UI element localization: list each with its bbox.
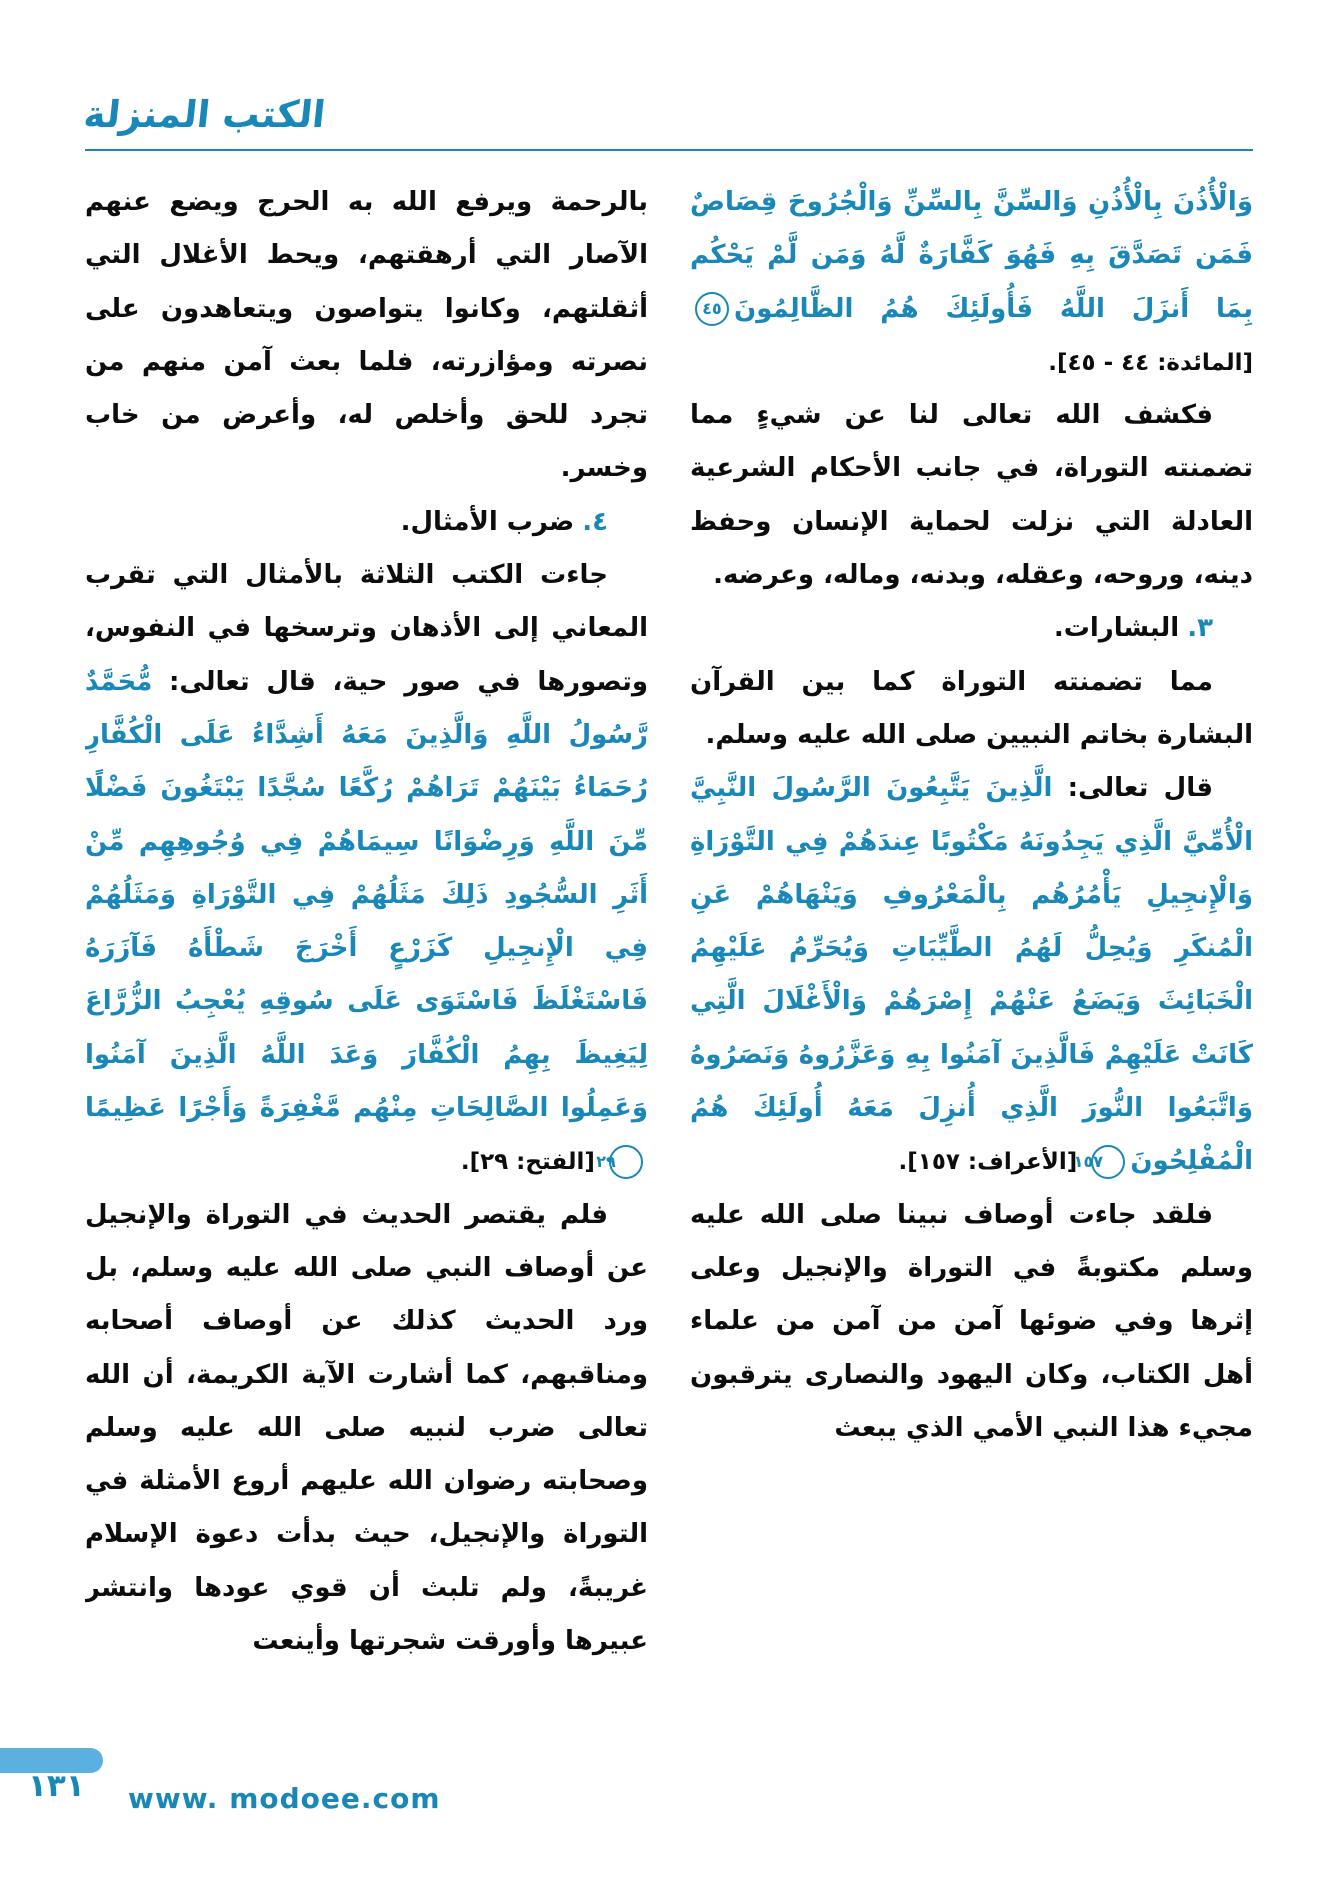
header-divider-line	[85, 149, 1253, 151]
book-title-calligraphy: الكتب المنزلة	[81, 93, 328, 136]
body-paragraph: مما تضمنته التوراة كما بين القرآن البشارة بخاتم النبيين صلى الله عليه وسلم.	[690, 666, 1253, 750]
body-paragraph: فلقد جاءت أوصاف نبينا صلى الله عليه وسلم مكتوبةً في التوراة والإنجيل وعلى إثرها وفي ضوئها آمن من آمن من علماء أهل الكتاب، وكان اليهود والنصارى يترقبون مجيء هذا النبي الأمي الذي يبعث	[690, 1199, 1253, 1443]
verse-intro: جاءت الكتب الثلاثة بالأمثال التي تقرب المعاني إلى الأذهان وترسخها في النفوس، وتصورها في صور حية، قال تعالى:	[85, 560, 648, 697]
verse-intro: قال تعالى:	[1067, 773, 1213, 804]
page-body	[85, 176, 1253, 1724]
page-number: ١٣١	[28, 1768, 85, 1804]
section-number: ٤.	[582, 506, 608, 537]
section-number: ٣.	[1187, 613, 1213, 644]
quran-text: الَّذِينَ يَتَّبِعُونَ الرَّسُولَ النَّبِيَّ الْأُمِّيَّ الَّذِي يَجِدُونَهُ مَكْتُوبًا عِندَهُمْ فِي التَّوْرَاةِ وَالْإِنجِيلِ يَأْمُرُهُم بِالْمَعْرُوفِ وَيَنْهَاهُمْ عَنِ الْمُنكَرِ وَيُحِلُّ لَهُمُ الطَّيِّبَاتِ وَيُحَرِّمُ عَلَيْهِمُ الْخَبَائِثَ وَيَضَعُ عَنْهُمْ إِصْرَهُمْ وَالْأَغْلَالَ الَّتِي كَانَتْ عَلَيْهِمْ فَالَّذِينَ آمَنُوا بِهِ وَعَزَّرُوهُ وَنَصَرُوهُ وَاتَّبَعُوا النُّورَ الَّذِي أُنزِلَ مَعَهُ أُولَئِكَ هُمُ الْمُفْلِحُونَ	[690, 773, 1253, 1177]
column-left	[85, 176, 648, 1724]
ayah-end-marker: ١٥٧	[1091, 1145, 1125, 1179]
quran-verse-block	[690, 762, 1253, 1188]
body-paragraph: بالرحمة ويرفع الله به الحرج ويضع عنهم الآصار التي أرهقتهم، ويحط الأغلال التي أثقلتهم، وكانوا يتواصون ويتعاهدون على نصرته ومؤازرته، فلما بعث آمن منهم من تجرد للحق وأخلص له، وأعرض من خاب وخسر.	[85, 187, 648, 484]
verse-reference: [المائدة: ٤٤ - ٤٥].	[1048, 349, 1253, 376]
column-right	[690, 176, 1253, 1724]
quran-verse-block	[85, 549, 648, 1189]
ayah-end-marker: ٢٩	[609, 1145, 643, 1179]
verse-reference: [الأعراف: ١٥٧].	[898, 1149, 1078, 1176]
quran-verse-block	[690, 176, 1253, 389]
section-heading	[690, 602, 1253, 655]
verse-reference: [الفتح: ٢٩].	[460, 1149, 595, 1176]
section-title: ضرب الأمثال.	[400, 506, 575, 537]
body-paragraph: فكشف الله تعالى لنا عن شيءٍ مما تضمنته التوراة، في جانب الأحكام الشرعية العادلة التي نزلت لحماية الإنسان وحفظ دينه، وروحه، وعقله، وبدنه، وماله، وعرضه.	[690, 400, 1253, 591]
section-heading	[85, 496, 648, 549]
website-url: www. modoee.com	[128, 1782, 441, 1815]
body-paragraph: فلم يقتصر الحديث في التوراة والإنجيل عن أوصاف النبي صلى الله عليه وسلم، بل ورد الحديث كذلك عن أوصاف أصحابه ومناقبهم، كما أشارت الآية الكريمة، أن الله تعالى ضرب لنبيه صلى الله عليه وسلم وصحابته رضوان الله عليهم أروع الأمثلة في التوراة والإنجيل، حيث بدأت دعوة الإسلام غريبةً، ولم تلبث أن قوي عودها وانتشر عبيرها وأورقت شجرتها وأينعت	[85, 1199, 648, 1657]
ayah-end-marker: ٤٥	[695, 292, 729, 326]
quran-text: مُّحَمَّدٌ رَّسُولُ اللَّهِ وَالَّذِينَ مَعَهُ أَشِدَّاءُ عَلَى الْكُفَّارِ رُحَمَاءُ بَيْنَهُمْ تَرَاهُمْ رُكَّعًا سُجَّدًا يَبْتَغُونَ فَضْلًا مِّنَ اللَّهِ وَرِضْوَانًا سِيمَاهُمْ فِي وُجُوهِهِم مِّنْ أَثَرِ السُّجُودِ ذَلِكَ مَثَلُهُمْ فِي التَّوْرَاةِ وَمَثَلُهُمْ فِي الْإِنجِيلِ كَزَرْعٍ أَخْرَجَ شَطْأَهُ فَآزَرَهُ فَاسْتَغْلَظَ فَاسْتَوَى عَلَى سُوقِهِ يُعْجِبُ الزُّرَّاعَ لِيَغِيظَ بِهِمُ الْكُفَّارَ وَعَدَ اللَّهُ الَّذِينَ آمَنُوا وَعَمِلُوا الصَّالِحَاتِ مِنْهُم مَّغْفِرَةً وَأَجْرًا عَظِيمًا	[85, 666, 648, 1124]
section-title: البشارات.	[1053, 613, 1180, 644]
quran-text: وَالْأُذُنَ بِالْأُذُنِ وَالسِّنَّ بِالسِّنِّ وَالْجُرُوحَ قِصَاصٌ فَمَن تَصَدَّقَ بِهِ فَهُوَ كَفَّارَةٌ لَّهُ وَمَن لَّمْ يَحْكُم بِمَا أَنزَلَ اللَّهُ فَأُولَئِكَ هُمُ الظَّالِمُونَ	[690, 187, 1253, 324]
